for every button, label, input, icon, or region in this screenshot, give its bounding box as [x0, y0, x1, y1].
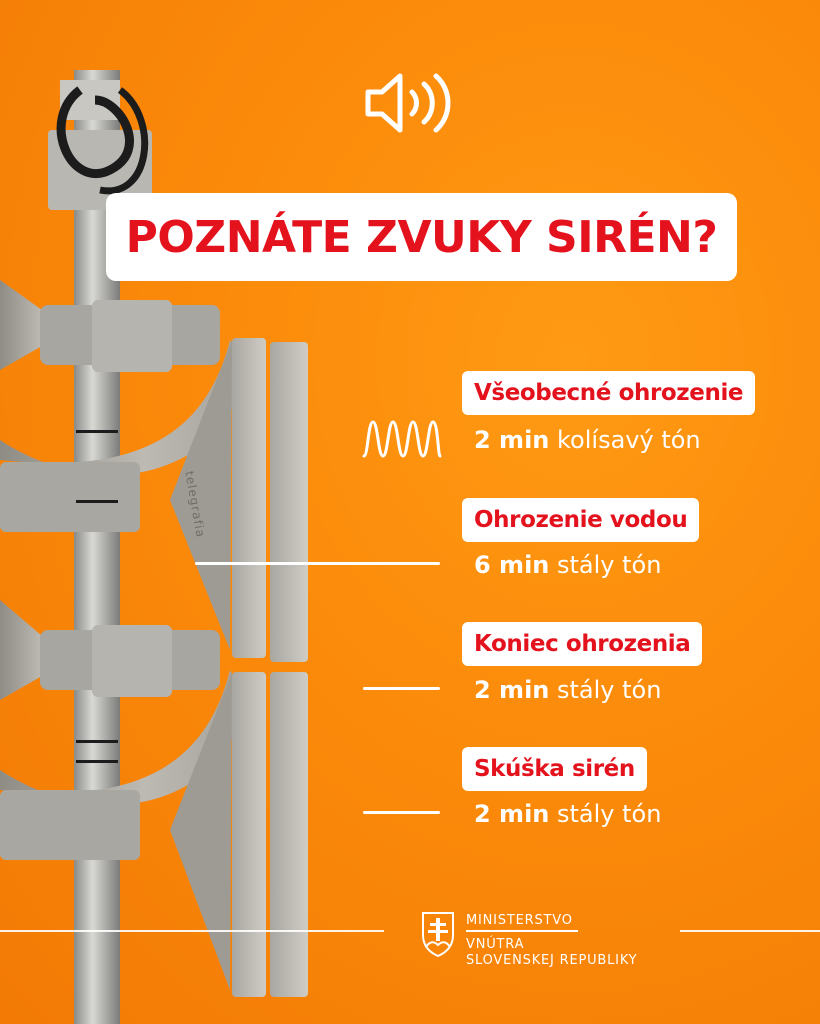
- ministry-name-line1: MINISTERSTVO: [466, 913, 573, 928]
- signal-tone: stály tón: [557, 676, 662, 704]
- flat-tone-line: [363, 687, 440, 690]
- signal-tone: stály tón: [557, 551, 662, 579]
- signal-duration: 2 min: [474, 676, 550, 704]
- signal-duration: 6 min: [474, 551, 550, 579]
- slovak-coat-of-arms-icon: [421, 911, 455, 957]
- speaker-volume-icon: [364, 70, 456, 136]
- footer-divider-left: [0, 930, 384, 932]
- signal-description: [474, 426, 701, 454]
- title-card: [106, 193, 737, 281]
- ministry-name-line2: VNÚTRA: [466, 937, 525, 952]
- wave-icon: [362, 418, 442, 460]
- siren-photo: [0, 0, 330, 1024]
- signal-description: [474, 800, 661, 828]
- signal-tone: kolísavý tón: [557, 426, 701, 454]
- signal-duration: 2 min: [474, 426, 550, 454]
- signal-label-water-threat: Ohrozenie vodou: [462, 498, 699, 542]
- ministry-name-line3: SLOVENSKEJ REPUBLIKY: [466, 953, 638, 968]
- flat-tone-line: [195, 562, 440, 565]
- signal-label-siren-test: Skúška sirén: [462, 747, 647, 791]
- signal-duration: 2 min: [474, 800, 550, 828]
- flat-tone-line: [363, 811, 440, 814]
- page-title: POZNÁTE ZVUKY SIRÉN?: [125, 211, 718, 263]
- ministry-underline: [466, 930, 578, 932]
- signal-description: [474, 676, 661, 704]
- signal-label-general-threat: Všeobecné ohrozenie: [462, 371, 755, 415]
- signal-tone: stály tón: [557, 800, 662, 828]
- siren-brand-label: telegrafia: [182, 470, 208, 540]
- signal-description: [474, 551, 661, 579]
- signal-label-end-of-threat: Koniec ohrozenia: [462, 622, 702, 666]
- footer-divider-right: [680, 930, 820, 932]
